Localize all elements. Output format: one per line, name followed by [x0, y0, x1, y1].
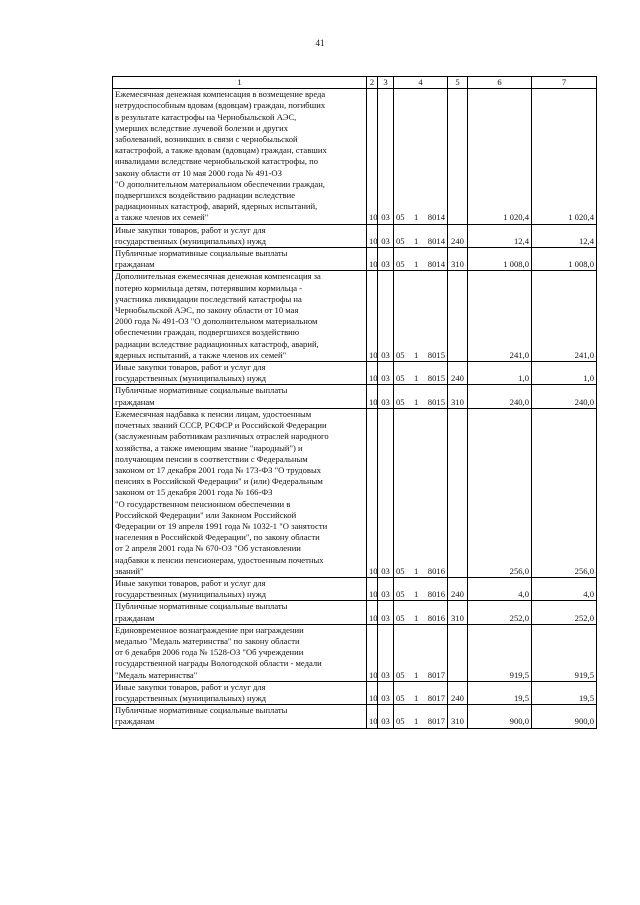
row-name: Иные закупки товаров, работ и услуг для государственных (муниципальных) нужд: [113, 577, 367, 600]
column-header: 6: [468, 77, 532, 89]
amount-col7: 4,0: [532, 577, 597, 600]
article-subprogram: 1: [414, 349, 419, 360]
expense-type-code: [448, 89, 468, 224]
row-name: Единовременное вознаграждение при награждении медалью "Медаль материнства" по закону области от 6 декабря 2006 года № 1528-ОЗ "Об учреждении государственной награды Вологодской области - медали "Медаль материнства": [113, 624, 367, 681]
amount-col6: 12,4: [468, 224, 532, 247]
article-subprogram: 1: [414, 212, 419, 223]
amount-col7: 1 008,0: [532, 248, 597, 271]
amount-col6: 919,5: [468, 624, 532, 681]
expense-type-code: 310: [448, 601, 468, 624]
article-code: [394, 705, 448, 728]
table-row: [113, 385, 597, 408]
subsection-code: 03: [378, 248, 394, 271]
amount-col7: 252,0: [532, 601, 597, 624]
row-name: Дополнительная ежемесячная денежная компенсация за потерю кормильца детям, потерявшим кормильца - участника ликвидации последствий катастрофы на Чернобыльской АЭС, по закону области от 10 мая 2000 года № 491-ОЗ "О дополнительном материальном обеспечении граждан, подвергшихся воздействию радиации вследствие радиационных катастроф, аварий, ядерных испытаний, а также членов их семей": [113, 271, 367, 362]
article-program: 05: [396, 373, 405, 384]
article-program: 05: [396, 396, 405, 407]
article-code: [394, 224, 448, 247]
amount-col7: 1,0: [532, 362, 597, 385]
article-code: [394, 601, 448, 624]
expense-type-code: [448, 624, 468, 681]
row-name: Иные закупки товаров, работ и услуг для государственных (муниципальных) нужд: [113, 362, 367, 385]
subsection-code: 03: [378, 362, 394, 385]
subsection-code: 03: [378, 705, 394, 728]
article-item: 8017: [427, 669, 445, 680]
expense-type-code: 240: [448, 224, 468, 247]
amount-col6: 252,0: [468, 601, 532, 624]
table-row: [113, 681, 597, 704]
column-header: 1: [113, 77, 367, 89]
article-program: 05: [396, 259, 405, 270]
expense-type-code: 240: [448, 681, 468, 704]
article-item: 8015: [427, 373, 445, 384]
article-code: [394, 624, 448, 681]
article-subprogram: 1: [414, 259, 419, 270]
column-header: 4: [394, 77, 448, 89]
amount-col6: 241,0: [468, 271, 532, 362]
table-row: [113, 601, 597, 624]
amount-col6: 1,0: [468, 362, 532, 385]
article-code: [394, 89, 448, 224]
column-header: 2: [367, 77, 378, 89]
amount-col7: 256,0: [532, 408, 597, 577]
amount-col7: 1 020,4: [532, 89, 597, 224]
table-row: [113, 224, 597, 247]
amount-col6: 4,0: [468, 577, 532, 600]
row-name: Ежемесячная надбавка к пенсии лицам, удостоенным почетных званий СССР, РСФСР и Российской Федерации (заслуженным работникам различных отраслей народного хозяйства, а также имеющим звание "народный") и получающим пенсии в соответствии с Федеральным законом от 17 декабря 2001 года № 173-ФЗ "О трудовых пенсиях в Российской Федерации" и (или) Федеральным законом от 15 декабря 2001 года № 166-ФЗ "О государственном пенсионном обеспечении в Российской Федерации" или Законом Российской Федерации от 19 апреля 1991 года № 1032-1 "О занятости населения в Российской Федерации", по закону области от 2 апреля 2001 года № 670-ОЗ "Об установлении надбавки к пенсии пенсионерам, удостоенным почетных званий": [113, 408, 367, 577]
column-header: 7: [532, 77, 597, 89]
row-name: Иные закупки товаров, работ и услуг для государственных (муниципальных) нужд: [113, 224, 367, 247]
article-code: [394, 385, 448, 408]
article-subprogram: 1: [414, 396, 419, 407]
row-name: Публичные нормативные социальные выплаты гражданам: [113, 248, 367, 271]
article-item: 8017: [427, 692, 445, 703]
article-item: 8015: [427, 396, 445, 407]
section-code: 10: [367, 577, 378, 600]
subsection-code: 03: [378, 601, 394, 624]
section-code: 10: [367, 385, 378, 408]
article-item: 8016: [427, 612, 445, 623]
article-code: [394, 577, 448, 600]
article-subprogram: 1: [414, 373, 419, 384]
amount-col7: 241,0: [532, 271, 597, 362]
article-subprogram: 1: [414, 669, 419, 680]
article-code: [394, 248, 448, 271]
article-program: 05: [396, 716, 405, 727]
table-row: [113, 271, 597, 362]
table-row: [113, 577, 597, 600]
subsection-code: 03: [378, 271, 394, 362]
table-row: [113, 248, 597, 271]
row-name: Публичные нормативные социальные выплаты гражданам: [113, 705, 367, 728]
amount-col6: 19,5: [468, 681, 532, 704]
row-name: Публичные нормативные социальные выплаты гражданам: [113, 385, 367, 408]
subsection-code: 03: [378, 577, 394, 600]
article-subprogram: 1: [414, 716, 419, 727]
expense-type-code: [448, 408, 468, 577]
amount-col7: 12,4: [532, 224, 597, 247]
column-header: 3: [378, 77, 394, 89]
table-row: [113, 408, 597, 577]
article-program: 05: [396, 235, 405, 246]
article-code: [394, 681, 448, 704]
article-program: 05: [396, 349, 405, 360]
article-program: 05: [396, 612, 405, 623]
row-name: Ежемесячная денежная компенсация в возмещение вреда нетрудоспособным вдовам (вдовцам) граждан, погибших в результате катастрофы на Чернобыльской АЭС, умерших вследствие лучевой болезни и других заболеваний, возникших в связи с чернобыльской катастрофой, а также вдовам (вдовцам) граждан, ставших инвалидами вследствие чернобыльской катастрофы, по закону области от 10 мая 2000 года № 491-ОЗ "О дополнительном материальном обеспечении граждан, подвергшихся воздействию радиации вследствие радиационных катастроф, аварий, ядерных испытаний, а также членов их семей": [113, 89, 367, 224]
amount-col6: 240,0: [468, 385, 532, 408]
section-code: 10: [367, 705, 378, 728]
amount-col6: 256,0: [468, 408, 532, 577]
article-program: 05: [396, 589, 405, 600]
amount-col6: 1 008,0: [468, 248, 532, 271]
article-subprogram: 1: [414, 589, 419, 600]
article-program: 05: [396, 669, 405, 680]
article-subprogram: 1: [414, 235, 419, 246]
header-row: [113, 77, 597, 89]
expense-type-code: 240: [448, 362, 468, 385]
section-code: 10: [367, 224, 378, 247]
article-code: [394, 362, 448, 385]
section-code: 10: [367, 624, 378, 681]
subsection-code: 03: [378, 408, 394, 577]
expense-type-code: 310: [448, 248, 468, 271]
article-subprogram: 1: [414, 565, 419, 576]
amount-col6: 1 020,4: [468, 89, 532, 224]
section-code: 10: [367, 362, 378, 385]
article-item: 8014: [427, 259, 445, 270]
page-number: 41: [315, 38, 325, 48]
subsection-code: 03: [378, 385, 394, 408]
row-name: Иные закупки товаров, работ и услуг для государственных (муниципальных) нужд: [113, 681, 367, 704]
amount-col7: 19,5: [532, 681, 597, 704]
subsection-code: 03: [378, 624, 394, 681]
section-code: 10: [367, 681, 378, 704]
section-code: 10: [367, 408, 378, 577]
article-program: 05: [396, 212, 405, 223]
amount-col7: 900,0: [532, 705, 597, 728]
article-program: 05: [396, 565, 405, 576]
article-item: 8014: [427, 235, 445, 246]
table-row: [113, 624, 597, 681]
article-item: 8016: [427, 589, 445, 600]
amount-col7: 919,5: [532, 624, 597, 681]
expense-type-code: 240: [448, 577, 468, 600]
amount-col7: 240,0: [532, 385, 597, 408]
row-name: Публичные нормативные социальные выплаты гражданам: [113, 601, 367, 624]
article-subprogram: 1: [414, 612, 419, 623]
table-row: [113, 705, 597, 728]
article-item: 8017: [427, 716, 445, 727]
subsection-code: 03: [378, 224, 394, 247]
section-code: 10: [367, 89, 378, 224]
expense-type-code: 310: [448, 385, 468, 408]
section-code: 10: [367, 601, 378, 624]
budget-table: [112, 76, 597, 729]
expense-type-code: 310: [448, 705, 468, 728]
article-code: [394, 408, 448, 577]
section-code: 10: [367, 248, 378, 271]
amount-col6: 900,0: [468, 705, 532, 728]
table-row: [113, 89, 597, 224]
article-subprogram: 1: [414, 692, 419, 703]
article-code: [394, 271, 448, 362]
subsection-code: 03: [378, 89, 394, 224]
subsection-code: 03: [378, 681, 394, 704]
article-item: 8015: [427, 349, 445, 360]
article-item: 8014: [427, 212, 445, 223]
table-row: [113, 362, 597, 385]
column-header: 5: [448, 77, 468, 89]
expense-type-code: [448, 271, 468, 362]
article-program: 05: [396, 692, 405, 703]
section-code: 10: [367, 271, 378, 362]
article-item: 8016: [427, 565, 445, 576]
